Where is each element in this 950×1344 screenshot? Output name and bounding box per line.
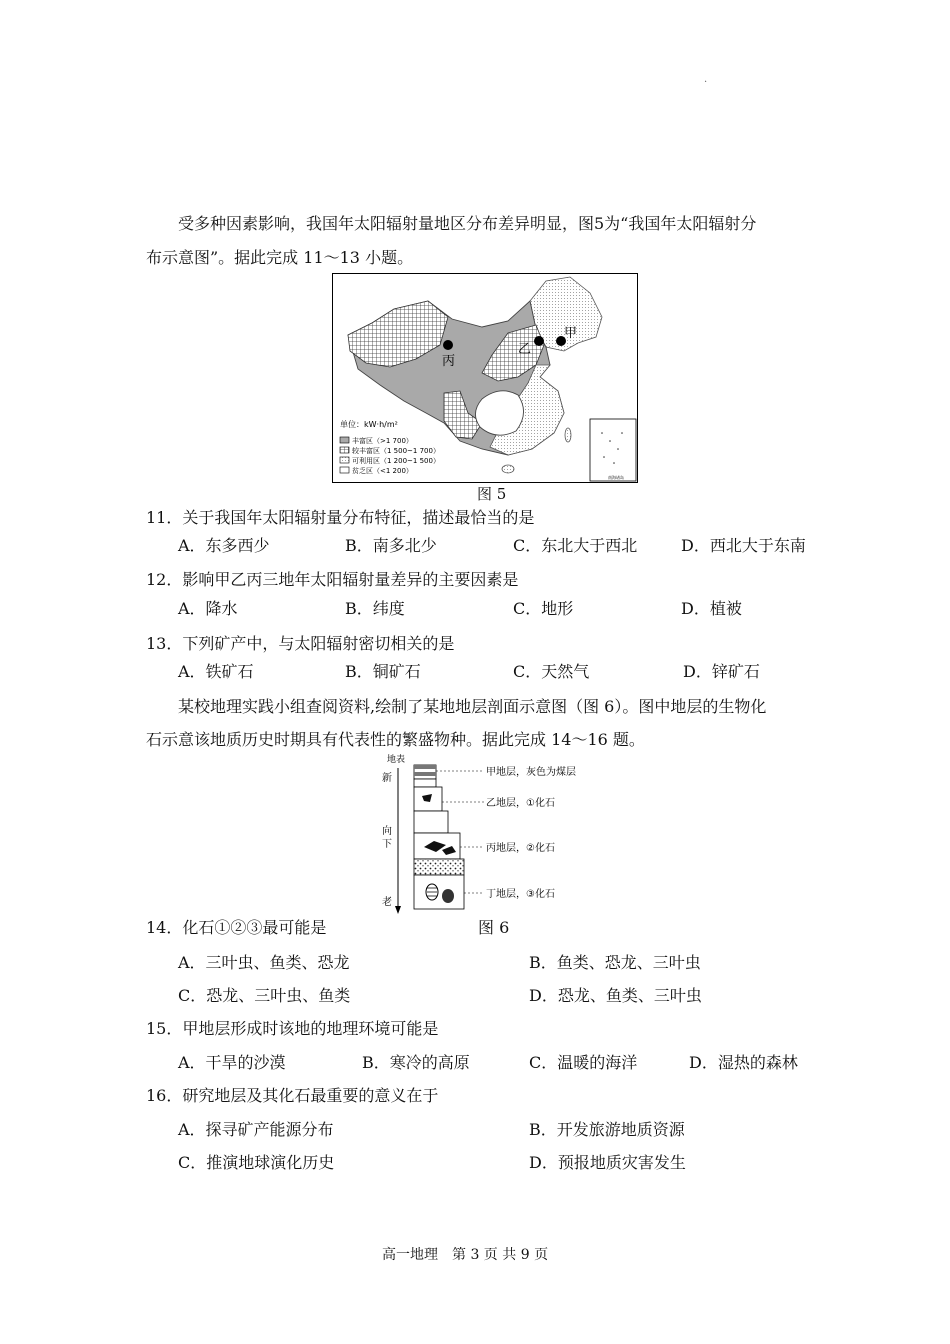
q16-stem: 16．研究地层及其化石最重要的意义在于 [146, 1086, 439, 1105]
page-footer: 高一地理 第 3 页 共 9 页 [382, 1247, 549, 1263]
q14-option-d[interactable]: D．恐龙、鱼类、三叶虫 [529, 986, 702, 1005]
south-sea-inset [590, 419, 636, 481]
q11-option-d[interactable]: D．西北大于东南 [681, 536, 806, 555]
figure6-column [374, 752, 580, 916]
intro1-line1: 受多种因素影响，我国年太阳辐射量地区分布差异明显，图5为“我国年太阳辐射分 [178, 214, 757, 233]
point-bing [443, 340, 453, 350]
q13-stem: 13．下列矿产中，与太阳辐射密切相关的是 [146, 634, 455, 653]
layer-label-ding: 丁地层，③化石 [486, 889, 555, 900]
q15-option-d[interactable]: D．湿热的森林 [689, 1053, 798, 1072]
q12-option-a[interactable]: A．降水 [178, 599, 238, 618]
q15-option-c[interactable]: C．温暖的海洋 [529, 1053, 638, 1072]
q13-option-a[interactable]: A．铁矿石 [178, 662, 254, 681]
point-yi [534, 336, 544, 346]
figure5-caption: 图 5 [477, 485, 507, 503]
label-jia: 甲 [564, 326, 578, 341]
layer-ding [414, 875, 464, 909]
layer-label-bing: 丙地层，②化石 [486, 843, 555, 854]
legend-moderate: 较丰富区（1 500~1 700） [352, 447, 440, 455]
q16-option-d[interactable]: D．预报地质灾害发生 [529, 1153, 686, 1172]
q13-option-d[interactable]: D．锌矿石 [683, 662, 760, 681]
q12-stem: 12．影响甲乙丙三地年太阳辐射量差异的主要因素是 [146, 570, 519, 589]
figure6-caption: 图 6 [478, 918, 510, 937]
q15-option-a[interactable]: A．干旱的沙漠 [178, 1053, 286, 1072]
q15-option-b[interactable]: B．寒冷的高原 [362, 1053, 470, 1072]
q12-option-d[interactable]: D．植被 [681, 599, 742, 618]
q12-option-c[interactable]: C．地形 [513, 599, 574, 618]
q12-option-b[interactable]: B．纬度 [345, 599, 405, 618]
q11-stem: 11．关于我国年太阳辐射量分布特征，描述最恰当的是 [146, 508, 535, 527]
legend-usable: 可利用区（1 200~1 500） [352, 457, 440, 465]
surface-label: 地表 [387, 755, 406, 765]
q14-option-c[interactable]: C．恐龙、三叶虫、鱼类 [178, 986, 351, 1005]
q16-option-b[interactable]: B．开发旅游地质资源 [529, 1120, 685, 1139]
taiwan [565, 428, 571, 442]
q11-option-c[interactable]: C．东北大于西北 [513, 536, 638, 555]
page-mark: . [704, 74, 708, 85]
layer-label-jia: 甲地层，灰色为煤层 [486, 767, 576, 778]
q14-option-a[interactable]: A．三叶虫、鱼类、恐龙 [178, 953, 350, 972]
q13-option-c[interactable]: C．天然气 [513, 662, 590, 681]
q14-stem: 14．化石①②③最可能是 [146, 918, 327, 937]
legend-poor: 贫乏区（<1 200） [352, 467, 413, 475]
q13-option-b[interactable]: B．铜矿石 [345, 662, 421, 681]
axis-down-1: 向 [382, 826, 392, 837]
axis-new: 新 [382, 773, 392, 784]
axis-down-2: 下 [382, 839, 392, 850]
q16-option-c[interactable]: C．推演地球演化历史 [178, 1153, 335, 1172]
figure5-map [332, 273, 638, 483]
q14-option-b[interactable]: B．鱼类、恐龙、三叶虫 [529, 953, 701, 972]
label-bing: 丙 [442, 354, 456, 369]
hainan [502, 465, 514, 473]
q16-option-a[interactable]: A．探寻矿产能源分布 [178, 1120, 334, 1139]
legend-rich: 丰富区（>1 700） [352, 437, 413, 445]
intro2-line2: 石示意该地质历史时期具有代表性的繁盛物种。据此完成 14～16 题。 [146, 730, 645, 749]
q11-option-b[interactable]: B．南多北少 [345, 536, 437, 555]
axis-old: 老 [382, 897, 392, 908]
q11-option-a[interactable]: A．东多西少 [178, 536, 270, 555]
inset-label: 南海诸岛 [608, 475, 624, 480]
intro2-line1: 某校地理实践小组查阅资料,绘制了某地地层剖面示意图（图 6）。图中地层的生物化 [178, 697, 767, 716]
layer-label-yi: 乙地层，①化石 [486, 798, 555, 809]
intro1-line2: 布示意图”。据此完成 11～13 小题。 [146, 248, 414, 267]
label-yi: 乙 [518, 342, 532, 357]
legend-unit: 单位：kW·h/m² [340, 420, 398, 429]
q15-stem: 15．甲地层形成时该地的地理环境可能是 [146, 1019, 439, 1038]
